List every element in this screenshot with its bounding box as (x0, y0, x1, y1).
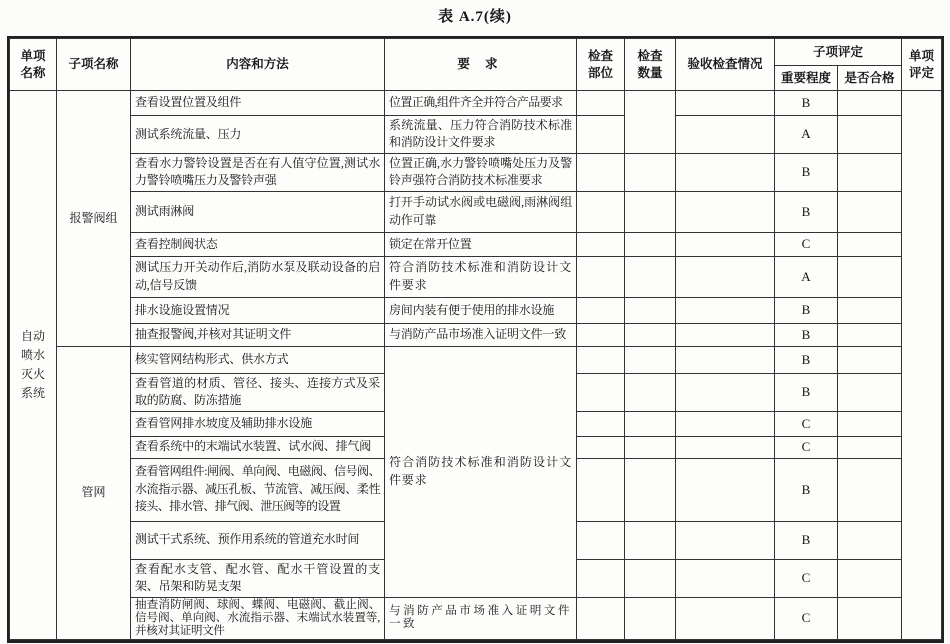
content-cell: 查看管网排水坡度及辅助排水设施 (131, 411, 385, 436)
importance-grade: B (775, 521, 838, 559)
requirement-cell: 与消防产品市场准入证明文件一致 (385, 597, 577, 639)
acceptance-cell (676, 458, 775, 521)
content-cell: 抽查消防闸阀、球阀、蝶阀、电磁阀、截止阀、信号阀、单向阀、水流指示器、末端试水装置等,并核对其证明文件 (131, 597, 385, 639)
importance-grade: B (775, 323, 838, 346)
table-row (10, 256, 942, 297)
acceptance-cell (676, 559, 775, 597)
requirement-cell: 符合消防技术标准和消防设计文件要求 (385, 256, 577, 297)
qualified-cell (838, 232, 902, 256)
content-cell: 核实管网结构形式、供水方式 (131, 346, 385, 373)
importance-grade: B (775, 346, 838, 373)
item-name-cell: 自动喷水灭火系统 (10, 91, 57, 640)
acceptance-cell (676, 297, 775, 323)
content-cell: 抽查报警阀,并核对其证明文件 (131, 323, 385, 346)
qualified-cell (838, 521, 902, 559)
check-location-cell (577, 411, 625, 436)
check-location-cell (577, 91, 625, 116)
content-cell: 排水设施设置情况 (131, 297, 385, 323)
importance-grade: B (775, 153, 838, 191)
acceptance-cell (676, 256, 775, 297)
importance-grade: B (775, 191, 838, 232)
header-check-location: 检查部位 (577, 39, 625, 91)
table-row (10, 232, 942, 256)
table-row (10, 346, 942, 373)
acceptance-cell (676, 346, 775, 373)
check-location-cell (577, 232, 625, 256)
importance-grade: A (775, 116, 838, 154)
check-location-cell (577, 346, 625, 373)
check-location-cell (577, 521, 625, 559)
table-row (10, 116, 942, 154)
header-subitem-eval: 子项评定 (775, 39, 902, 66)
qualified-cell (838, 191, 902, 232)
content-cell: 查看水力警铃设置是否在有人值守位置,测试水力警铃喷嘴压力及警铃声强 (131, 153, 385, 191)
check-quantity-cell (625, 346, 676, 373)
acceptance-cell (676, 191, 775, 232)
check-location-cell (577, 297, 625, 323)
content-cell: 查看设置位置及组件 (131, 91, 385, 116)
header-item-eval: 单项评定 (902, 39, 942, 91)
qualified-cell (838, 116, 902, 154)
acceptance-cell (676, 436, 775, 458)
table-row (10, 323, 942, 346)
qualified-cell (838, 256, 902, 297)
check-quantity-cell (625, 521, 676, 559)
check-quantity-cell (625, 153, 676, 191)
importance-grade: A (775, 256, 838, 297)
qualified-cell (838, 373, 902, 411)
qualified-cell (838, 323, 902, 346)
check-quantity-cell (625, 323, 676, 346)
subitem-cell-guanwang: 管网 (57, 346, 131, 639)
importance-grade: C (775, 597, 838, 639)
content-cell: 测试系统流量、压力 (131, 116, 385, 154)
requirement-cell: 打开手动试水阀或电磁阀,雨淋阀组动作可靠 (385, 191, 577, 232)
requirement-cell: 位置正确,水力警铃喷嘴处压力及警铃声强符合消防技术标准要求 (385, 153, 577, 191)
header-row-1 (10, 39, 942, 66)
acceptance-cell (676, 323, 775, 346)
check-location-cell (577, 436, 625, 458)
check-location-cell (577, 458, 625, 521)
importance-grade: B (775, 458, 838, 521)
acceptance-check-table (9, 38, 942, 640)
check-location-cell (577, 116, 625, 154)
check-quantity-cell (625, 458, 676, 521)
check-quantity-cell (625, 559, 676, 597)
subitem-cell-baojingfazu: 报警阀组 (57, 91, 131, 347)
content-cell: 测试雨淋阀 (131, 191, 385, 232)
check-quantity-cell (625, 91, 676, 154)
check-quantity-cell (625, 232, 676, 256)
header-check-quantity: 检查数量 (625, 39, 676, 91)
requirement-cell: 与消防产品市场准入证明文件一致 (385, 323, 577, 346)
importance-grade: C (775, 559, 838, 597)
acceptance-cell (676, 232, 775, 256)
header-acceptance-status: 验收检查情况 (676, 39, 775, 91)
requirement-cell: 锁定在常开位置 (385, 232, 577, 256)
qualified-cell (838, 411, 902, 436)
requirement-cell-merged: 符合消防技术标准和消防设计文件要求 (385, 346, 577, 597)
qualified-cell (838, 559, 902, 597)
qualified-cell (838, 436, 902, 458)
table-row (10, 191, 942, 232)
acceptance-cell (676, 91, 775, 116)
content-cell: 查看管网组件:闸阀、单向阀、电磁阀、信号阀、水流指示器、减压孔板、节流管、减压阀、柔性接头、排水管、排气阀、泄压阀等的设置 (131, 458, 385, 521)
acceptance-cell (676, 597, 775, 639)
header-subitem-name: 子项名称 (57, 39, 131, 91)
check-location-cell (577, 597, 625, 639)
acceptance-cell (676, 521, 775, 559)
check-quantity-cell (625, 373, 676, 411)
check-quantity-cell (625, 256, 676, 297)
header-importance: 重要程度 (775, 66, 838, 91)
content-cell: 查看控制阀状态 (131, 232, 385, 256)
acceptance-cell (676, 116, 775, 154)
item-eval-cell (902, 91, 942, 640)
content-cell: 查看配水支管、配水管、配水干管设置的支架、吊架和防晃支架 (131, 559, 385, 597)
check-quantity-cell (625, 411, 676, 436)
check-location-cell (577, 323, 625, 346)
content-cell: 测试干式系统、预作用系统的管道充水时间 (131, 521, 385, 559)
requirement-cell: 房间内装有便于使用的排水设施 (385, 297, 577, 323)
check-location-cell (577, 559, 625, 597)
acceptance-cell (676, 411, 775, 436)
qualified-cell (838, 297, 902, 323)
check-quantity-cell (625, 191, 676, 232)
header-content-method: 内容和方法 (131, 39, 385, 91)
header-item-name: 单项名称 (10, 39, 57, 91)
table-row (10, 153, 942, 191)
header-qualified: 是否合格 (838, 66, 902, 91)
acceptance-cell (676, 373, 775, 411)
qualified-cell (838, 153, 902, 191)
table-row (10, 91, 942, 116)
importance-grade: C (775, 232, 838, 256)
requirement-cell: 系统流量、压力符合消防技术标准和消防设计文件要求 (385, 116, 577, 154)
table-row (10, 297, 942, 323)
check-quantity-cell (625, 297, 676, 323)
qualified-cell (838, 91, 902, 116)
importance-grade: B (775, 297, 838, 323)
qualified-cell (838, 346, 902, 373)
check-location-cell (577, 256, 625, 297)
content-cell: 测试压力开关动作后,消防水泵及联动设备的启动,信号反馈 (131, 256, 385, 297)
content-cell: 查看管道的材质、管径、接头、连接方式及采取的防腐、防冻措施 (131, 373, 385, 411)
qualified-cell (838, 597, 902, 639)
check-quantity-cell (625, 597, 676, 639)
importance-grade: B (775, 373, 838, 411)
check-location-cell (577, 153, 625, 191)
header-requirement: 要 求 (385, 39, 577, 91)
check-location-cell (577, 373, 625, 411)
table-row (10, 597, 942, 639)
table-title: 表 A.7(续) (438, 9, 512, 25)
check-quantity-cell (625, 436, 676, 458)
check-location-cell (577, 191, 625, 232)
acceptance-cell (676, 153, 775, 191)
inspection-table (7, 36, 944, 643)
importance-grade: C (775, 436, 838, 458)
qualified-cell (838, 458, 902, 521)
importance-grade: B (775, 91, 838, 116)
importance-grade: C (775, 411, 838, 436)
requirement-cell: 位置正确,组件齐全并符合产品要求 (385, 91, 577, 116)
content-cell: 查看系统中的末端试水装置、试水阀、排气阀 (131, 436, 385, 458)
